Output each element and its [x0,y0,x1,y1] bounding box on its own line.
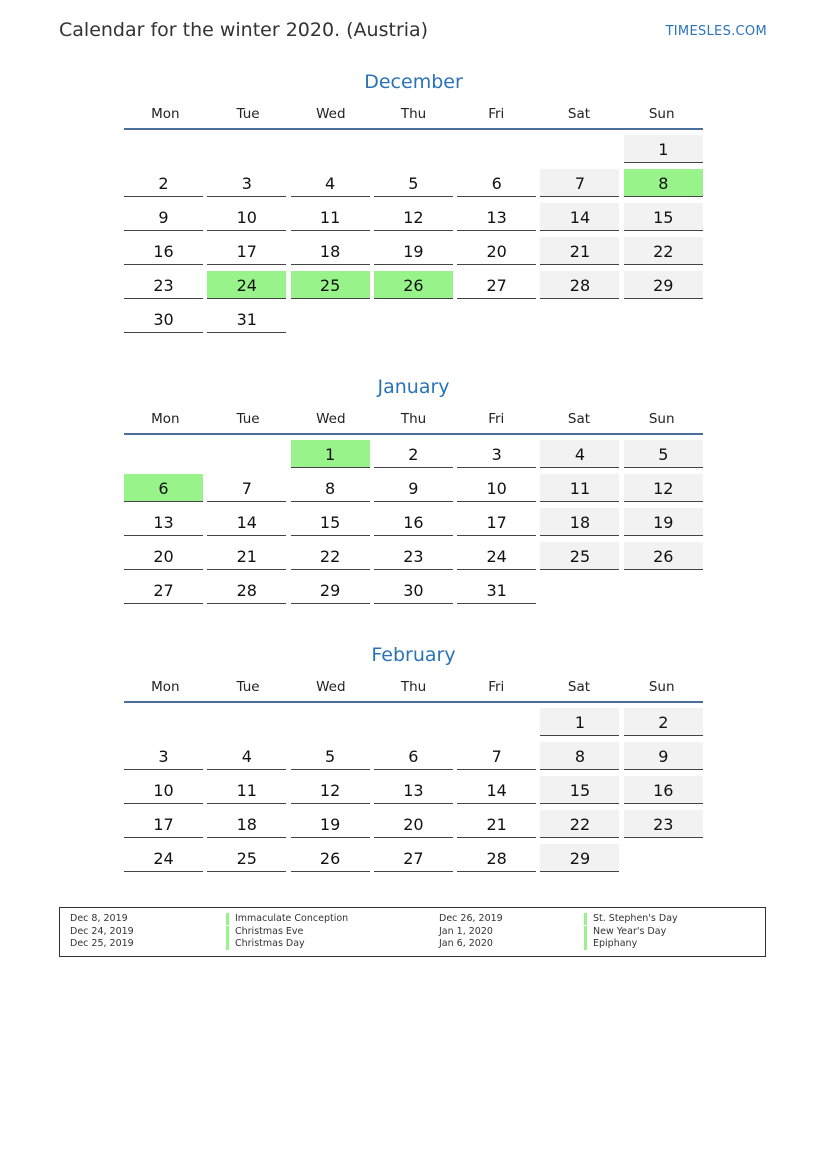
day-cell: 20 [124,542,203,570]
day-cell: 25 [540,542,619,570]
weekday-label: Sun [648,411,675,427]
weekday-label: Thu [400,106,427,122]
weekday-label: Fri [488,679,505,695]
weekday-label: Sun [648,679,675,695]
day-cell: 11 [540,474,619,502]
weekday-label: Sun [648,106,675,122]
day-cell: 13 [374,776,453,804]
day-cell: 23 [624,810,703,838]
page-title: Calendar for the winter 2020. (Austria) [59,19,429,41]
day-cell: 18 [207,810,286,838]
day-cell: 3 [457,440,536,468]
day-cell: 16 [124,237,203,265]
day-cell: 15 [291,508,370,536]
day-cell: 22 [624,237,703,265]
weekday-label: Tue [236,411,260,427]
legend-holiday-name: Christmas Eve [226,926,303,938]
day-cell: 18 [540,508,619,536]
holiday-day-cell: 25 [291,271,370,299]
day-cell: 17 [457,508,536,536]
day-cell: 1 [540,708,619,736]
month-title: January [377,376,450,398]
day-cell: 9 [624,742,703,770]
weekday-label: Sat [567,679,591,695]
empty-cell [291,708,370,736]
header-rule [124,433,703,435]
day-cell: 20 [374,810,453,838]
month-january [124,373,703,604]
legend-date: Dec 26, 2019 [439,913,503,924]
empty-cell [374,135,453,163]
day-cell: 20 [457,237,536,265]
weekday-header [124,407,703,431]
day-cell: 24 [457,542,536,570]
day-cell: 22 [291,542,370,570]
day-grid [124,135,703,333]
day-cell: 28 [457,844,536,872]
day-cell: 12 [624,474,703,502]
legend-date: Dec 24, 2019 [70,925,134,937]
legend-date: Jan 1, 2020 [439,925,493,937]
month-title: December [364,71,463,93]
day-cell: 5 [291,742,370,770]
empty-cell [124,135,203,163]
holiday-day-cell: 6 [124,474,203,502]
day-cell: 4 [291,169,370,197]
day-cell: 7 [540,169,619,197]
legend-date: Jan 6, 2020 [439,938,493,949]
day-cell: 8 [540,742,619,770]
empty-cell [540,135,619,163]
day-cell: 12 [291,776,370,804]
day-cell: 19 [374,237,453,265]
day-cell: 1 [624,135,703,163]
empty-cell [457,135,536,163]
day-cell: 22 [540,810,619,838]
day-cell: 27 [124,576,203,604]
weekday-label: Tue [236,106,260,122]
day-grid [124,708,703,872]
day-cell: 19 [624,508,703,536]
day-cell: 9 [374,474,453,502]
day-cell: 30 [124,305,203,333]
weekday-label: Wed [316,411,346,427]
holiday-day-cell: 26 [374,271,453,299]
day-cell: 14 [457,776,536,804]
day-cell: 7 [207,474,286,502]
day-cell: 2 [624,708,703,736]
day-cell: 4 [207,742,286,770]
day-cell: 3 [124,742,203,770]
day-cell: 14 [207,508,286,536]
day-cell: 31 [457,576,536,604]
day-cell: 24 [124,844,203,872]
day-grid [124,440,703,604]
day-cell: 17 [124,810,203,838]
empty-cell [207,135,286,163]
day-cell: 3 [207,169,286,197]
weekday-label: Fri [488,411,505,427]
day-cell: 29 [540,844,619,872]
holiday-legend [59,907,766,957]
weekday-label: Wed [316,679,346,695]
empty-cell [124,440,203,468]
day-cell: 10 [457,474,536,502]
day-cell: 15 [624,203,703,231]
day-cell: 21 [207,542,286,570]
day-cell: 7 [457,742,536,770]
day-cell: 4 [540,440,619,468]
holiday-day-cell: 24 [207,271,286,299]
day-cell: 13 [457,203,536,231]
site-link[interactable]: TIMESLES.COM [665,24,767,39]
day-cell: 18 [291,237,370,265]
day-cell: 21 [457,810,536,838]
day-cell: 13 [124,508,203,536]
empty-cell [457,708,536,736]
empty-cell [291,135,370,163]
day-cell: 16 [624,776,703,804]
day-cell: 10 [124,776,203,804]
day-cell: 29 [624,271,703,299]
weekday-label: Mon [151,679,180,695]
day-cell: 23 [124,271,203,299]
weekday-label: Mon [151,106,180,122]
day-cell: 21 [540,237,619,265]
day-cell: 8 [291,474,370,502]
day-cell: 2 [124,169,203,197]
day-cell: 16 [374,508,453,536]
day-cell: 9 [124,203,203,231]
weekday-label: Wed [316,106,346,122]
weekday-label: Sat [567,411,591,427]
day-cell: 5 [374,169,453,197]
month-title: February [371,644,456,666]
empty-cell [124,708,203,736]
day-cell: 19 [291,810,370,838]
legend-holiday-name: Christmas Day [226,938,305,950]
day-cell: 6 [374,742,453,770]
weekday-label: Thu [400,679,427,695]
day-cell: 28 [207,576,286,604]
legend-holiday-name: St. Stephen's Day [584,913,678,925]
day-cell: 5 [624,440,703,468]
day-cell: 15 [540,776,619,804]
day-cell: 29 [291,576,370,604]
day-cell: 28 [540,271,619,299]
day-cell: 31 [207,305,286,333]
day-cell: 26 [624,542,703,570]
day-cell: 27 [374,844,453,872]
weekday-label: Sat [567,106,591,122]
weekday-label: Thu [400,411,427,427]
day-cell: 2 [374,440,453,468]
day-cell: 30 [374,576,453,604]
day-cell: 11 [291,203,370,231]
empty-cell [374,708,453,736]
empty-cell [207,708,286,736]
day-cell: 6 [457,169,536,197]
legend-holiday-name: New Year's Day [584,926,666,938]
day-cell: 25 [207,844,286,872]
weekday-header [124,675,703,699]
day-cell: 12 [374,203,453,231]
empty-cell [207,440,286,468]
weekday-label: Mon [151,411,180,427]
month-december [124,68,703,333]
header-rule [124,701,703,703]
holiday-day-cell: 1 [291,440,370,468]
weekday-label: Tue [236,679,260,695]
holiday-day-cell: 8 [624,169,703,197]
month-february [124,641,703,872]
day-cell: 26 [291,844,370,872]
day-cell: 23 [374,542,453,570]
day-cell: 27 [457,271,536,299]
legend-date: Dec 25, 2019 [70,938,134,949]
day-cell: 17 [207,237,286,265]
legend-date: Dec 8, 2019 [70,913,128,924]
weekday-label: Fri [488,106,505,122]
legend-holiday-name: Immaculate Conception [226,913,348,925]
header-rule [124,128,703,130]
day-cell: 11 [207,776,286,804]
day-cell: 10 [207,203,286,231]
legend-holiday-name: Epiphany [584,938,637,950]
day-cell: 14 [540,203,619,231]
weekday-header [124,102,703,126]
